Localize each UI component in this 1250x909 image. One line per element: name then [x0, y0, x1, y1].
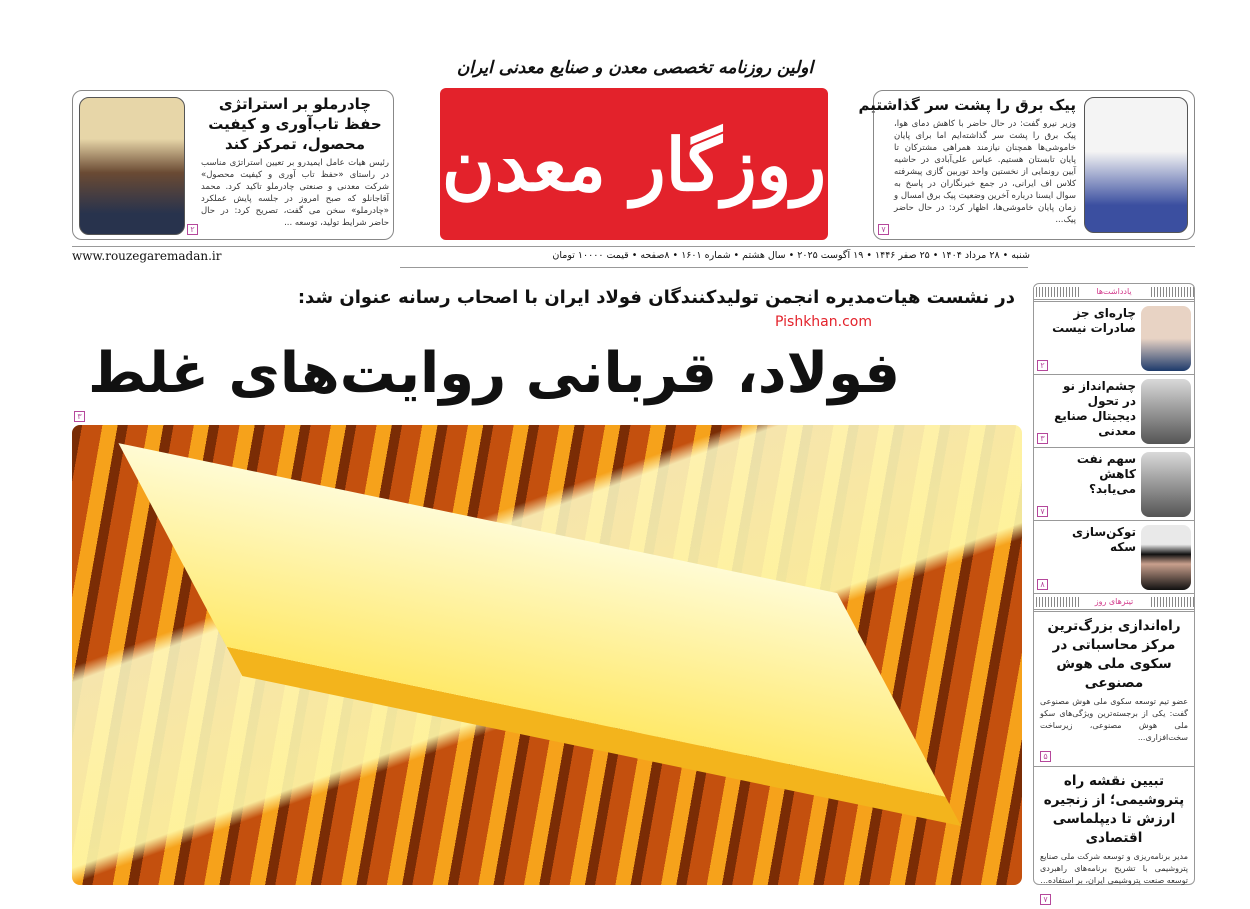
- note-title: چاره‌ای جز صادرات نیست: [1052, 306, 1136, 335]
- article-body: عضو تیم توسعه سکوی ملی هوش مصنوعی گفت: یکی از برجسته‌ترین ویژگی‌های سکو ملی هوش مصنوعی، زیرساخت سخت‌افزاری...: [1040, 697, 1188, 742]
- watermark: Pishkhan.com: [775, 314, 872, 330]
- logo-text: روزگار معدن: [441, 121, 827, 207]
- note-item[interactable]: [1034, 302, 1194, 375]
- main-headline[interactable]: فولاد، قربانی روایت‌های غلط: [87, 341, 900, 406]
- page-ref[interactable]: ۵: [1040, 751, 1051, 762]
- news-article[interactable]: [1034, 612, 1194, 767]
- page-ref[interactable]: ۳: [1037, 433, 1048, 444]
- teaser-body: رئیس هیات عامل ایمیدرو بر تعیین استراتژی مناسب در راستای «حفظ تاب آوری و کیفیت محصول» شرکت معدنی و صنعتی چادرملو تاکید کرد. محمد آقاجانلو که صبح امروز در جلسه پایش عملکرد «چادرملو» سخن می گفت، تصریح کرد: در حال حاضر شرایط تولید، توسعه ...: [201, 158, 389, 228]
- headline-kicker: در نشست هیات‌مدیره انجمن تولیدکنندگان فولاد ایران با اصحاب رسانه عنوان شد:: [297, 287, 1015, 308]
- article-body: مدیر برنامه‌ریزی و توسعه شرکت ملی صنایع پتروشیمی با تشریح برنامه‌های راهبردی توسعه صنعت پتروشیمی ایران، بر استفاده...: [1040, 852, 1188, 885]
- teaser-title: چادرملو بر استراتژی حفظ تاب‌آوری و کیفیت محصول، تمرکز کند: [208, 95, 382, 153]
- page-ref[interactable]: ۳: [74, 411, 85, 422]
- page-ref[interactable]: ۲: [187, 224, 198, 235]
- teaser-photo: [79, 97, 185, 235]
- author-photo: [1141, 379, 1191, 444]
- page-ref[interactable]: ۷: [1040, 894, 1051, 905]
- article-title: تبیین نقشه راه پتروشیمی؛ از زنجیره ارزش تا دیپلماسی اقتصادی: [1043, 773, 1185, 846]
- note-item[interactable]: [1034, 375, 1194, 448]
- author-photo: [1141, 306, 1191, 371]
- tagline: اولین روزنامه تخصصی معدن و صنایع معدنی ایران: [456, 58, 814, 78]
- article-title: راه‌اندازی بزرگ‌ترین مرکز محاسباتی در سکوی ملی هوش مصنوعی: [1047, 618, 1181, 691]
- newspaper-logo[interactable]: [440, 88, 828, 240]
- news-header: تیترهای روز: [1034, 594, 1194, 612]
- author-photo: [1141, 452, 1191, 517]
- dateline: شنبه • ۲۸ مرداد ۱۴۰۴ • ۲۵ صفر ۱۴۴۶ • ۱۹ آگوست ۲۰۲۵ • سال هشتم • شماره ۱۶۰۱ • ۸صفحه • قیمت ۱۰۰۰۰ تومان: [552, 250, 1030, 261]
- news-article[interactable]: [1034, 767, 1194, 909]
- steel-slab-photo: [72, 425, 1022, 885]
- right-teaser[interactable]: [858, 90, 1195, 240]
- note-title: توکن‌سازی سکه: [1071, 525, 1136, 554]
- left-teaser[interactable]: [72, 90, 394, 240]
- teaser-photo: [1084, 97, 1188, 233]
- page-ref[interactable]: ۷: [1037, 506, 1048, 517]
- note-item[interactable]: [1034, 521, 1194, 594]
- teaser-title: پیک برق را پشت سر گذاشتیم: [858, 96, 1076, 114]
- notes-header: یادداشت‌ها: [1034, 284, 1194, 302]
- page-ref[interactable]: ۷: [878, 224, 889, 235]
- sidebar: [1033, 283, 1195, 904]
- page-ref[interactable]: ۸: [1037, 579, 1048, 590]
- note-item[interactable]: [1034, 448, 1194, 521]
- note-title: چشم‌انداز نو در تحول دیجیتال صنایع معدنی: [1054, 379, 1136, 438]
- teaser-body: وزیر نیرو گفت: در حال حاضر با کاهش دمای هوا، پیک برق را پشت سر گذاشته‌ایم اما برای پایان خاموشی‌ها همچنان نیازمند همراهی مشترکان تا پایان تابستان هستیم. عباس علی‌آبادی در حاشیه آیین رونمایی از نخستین واحد توربین گازی پیشرفته کلاس اف ایرانی، در جمع خبرنگاران در پاسخ به سوال ایسنا درباره آخرین وضعیت پیک برق امسال و زمان پایان خاموشی‌ها، اظهار کرد: در حال حاضر پیک...: [894, 119, 1076, 225]
- page-ref[interactable]: ۲: [1037, 360, 1048, 371]
- note-title: سهم نفت کاهش می‌یابد؟: [1076, 452, 1136, 496]
- website-link[interactable]: www.rouzegaremadan.ir: [72, 249, 222, 263]
- author-photo: [1141, 525, 1191, 590]
